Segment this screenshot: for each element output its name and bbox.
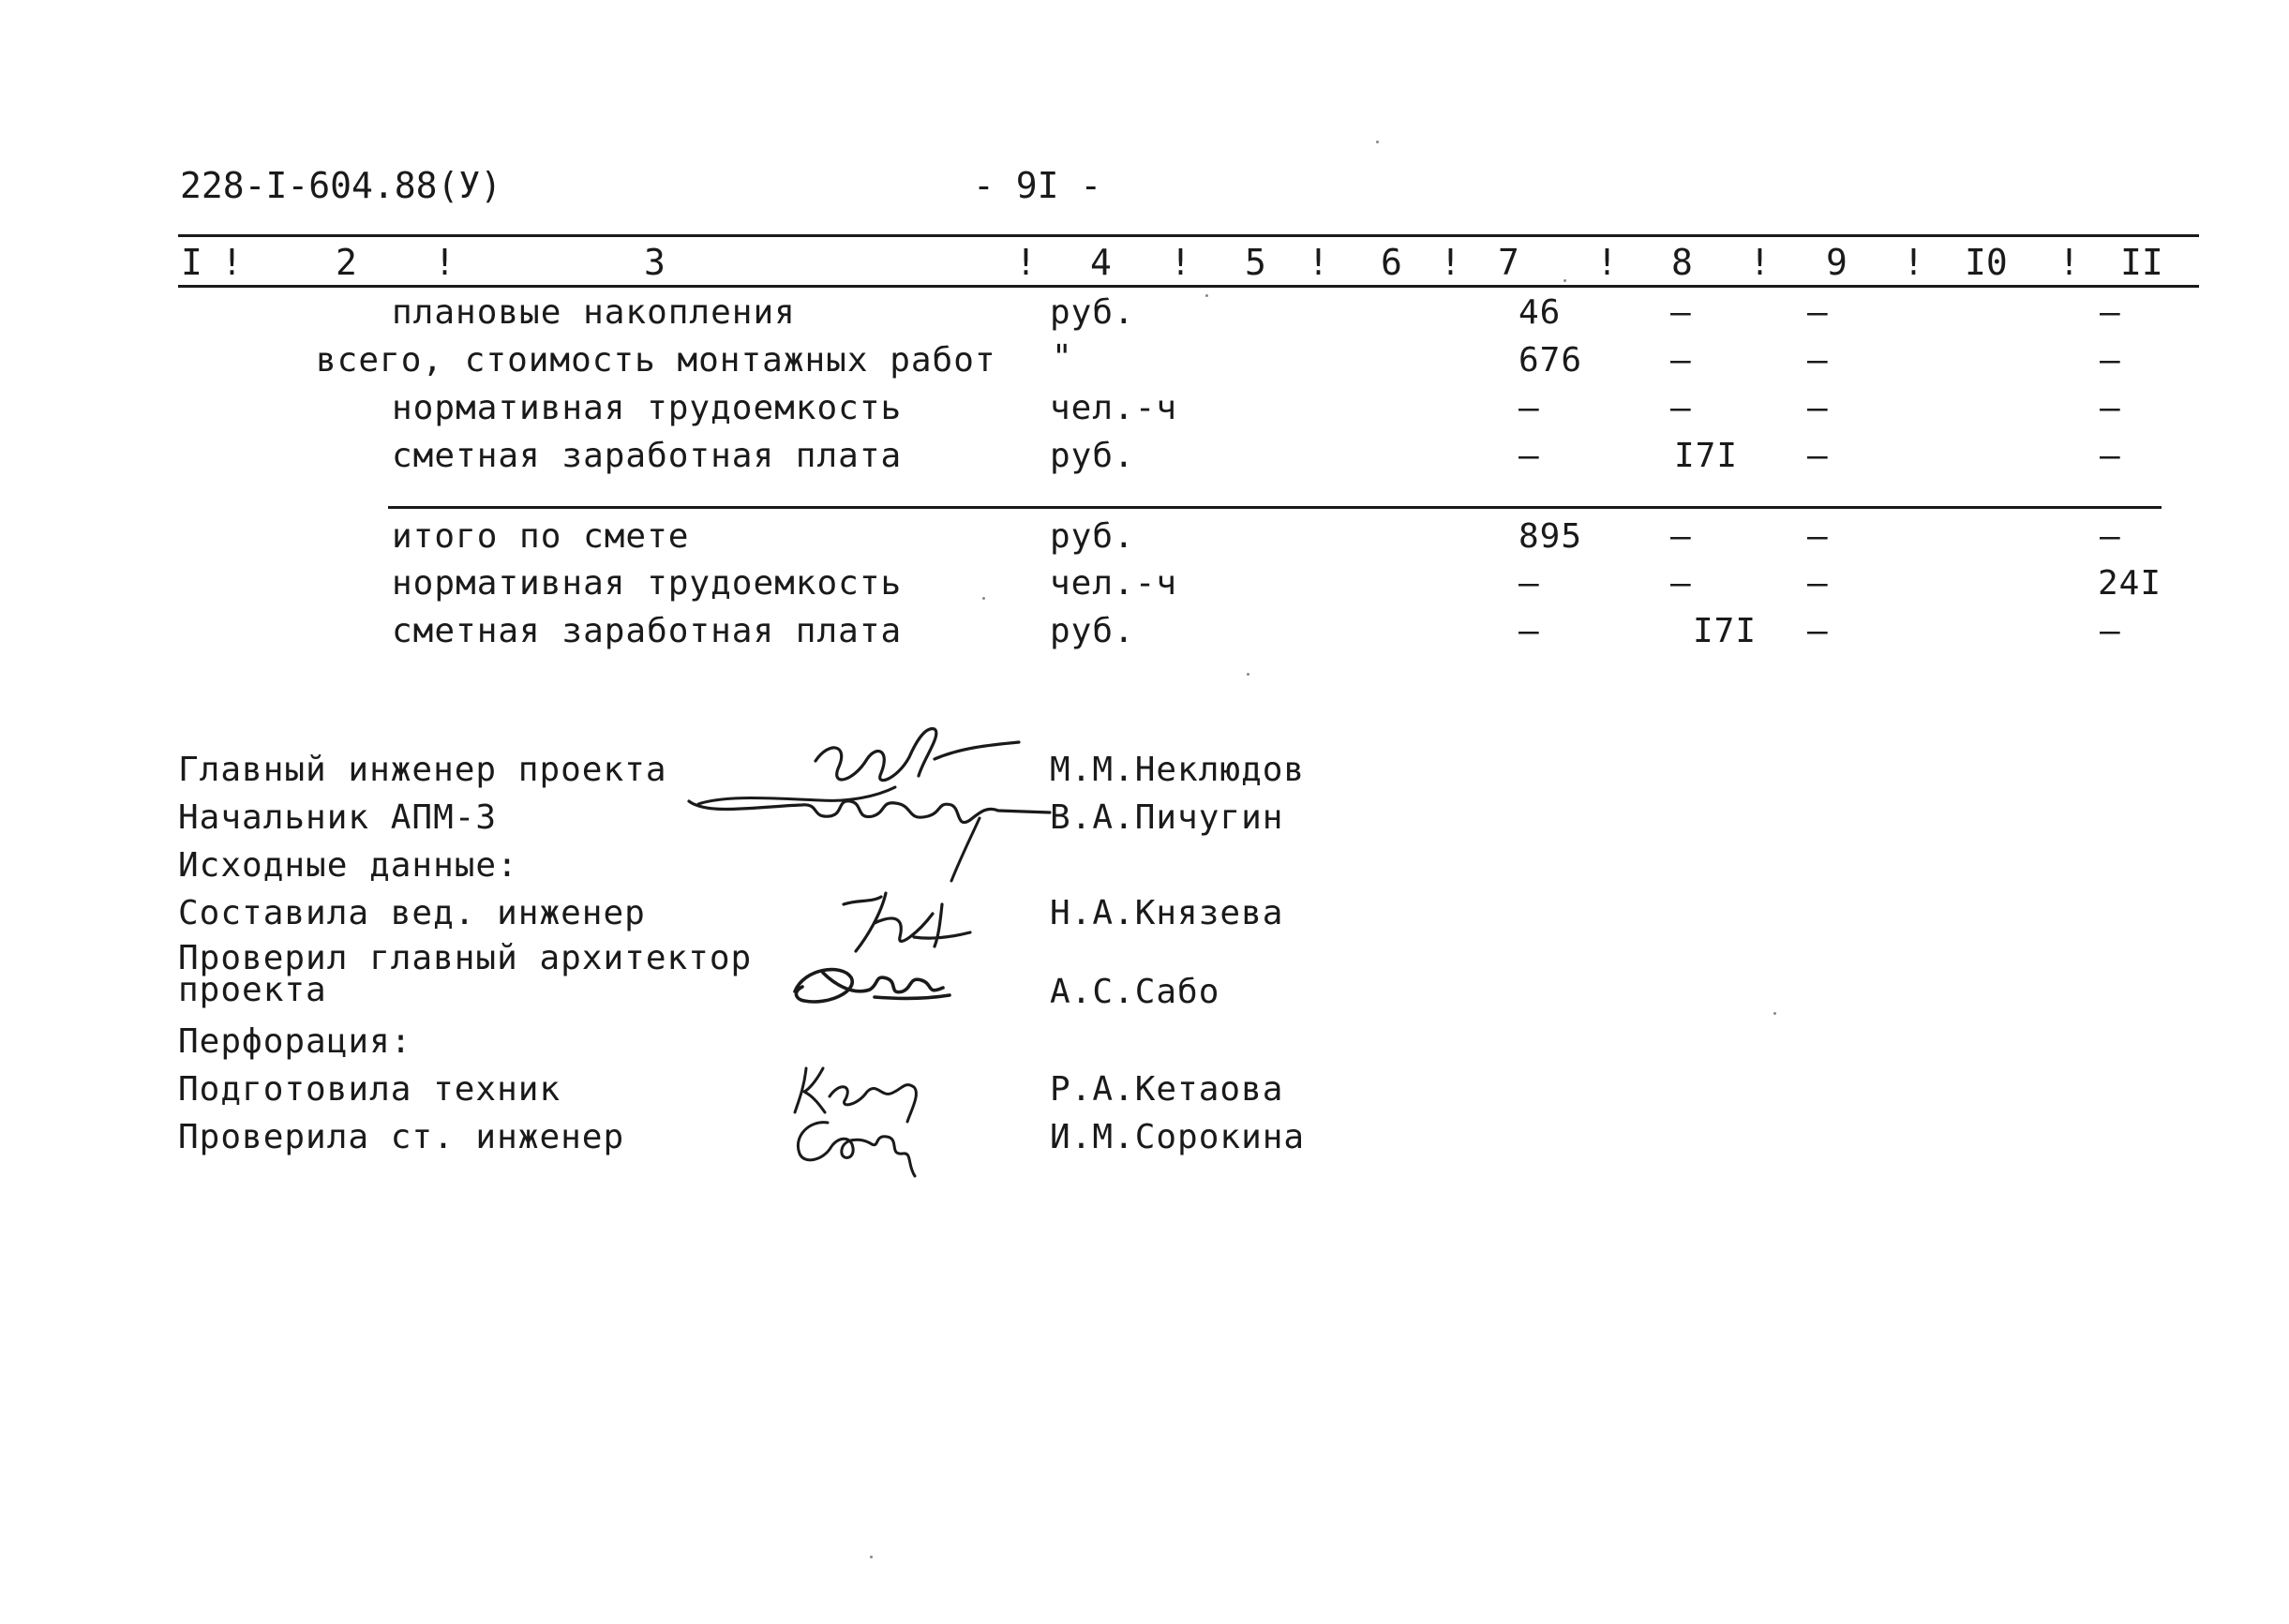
item-name: сметная заработная плата	[392, 437, 903, 475]
column-separator: !	[434, 242, 456, 283]
signer-name: Н.А.Князева	[1050, 894, 1284, 932]
item-unit: "	[1052, 338, 1073, 377]
signer-name: М.М.Неклюдов	[1050, 751, 1306, 789]
column-separator: !	[1903, 242, 1924, 283]
scan-speck	[870, 1556, 873, 1558]
cell-col-9: –	[1807, 341, 1829, 380]
column-header-10: I0	[1965, 242, 2008, 283]
column-separator: !	[1596, 242, 1618, 283]
table-top-rule	[178, 234, 2199, 237]
column-header-2: 2	[336, 242, 357, 283]
cell-col-11: –	[2100, 293, 2121, 332]
cell-col-8: I7I	[1693, 612, 1758, 650]
section-label: Исходные данные:	[178, 846, 518, 885]
signer-role: Составила вед. инженер	[178, 894, 646, 932]
handwritten-signature-chief-architect	[785, 954, 954, 1020]
scan-speck	[982, 597, 985, 600]
cell-col-9: –	[1807, 564, 1829, 603]
column-header-8: 8	[1671, 242, 1693, 283]
cell-col-11: –	[2100, 517, 2121, 556]
item-unit: руб.	[1050, 517, 1135, 556]
column-header-5: 5	[1245, 242, 1266, 283]
cell-col-11: 24I	[2098, 564, 2162, 603]
cell-col-7: –	[1519, 564, 1540, 603]
signer-role: Проверила ст. инженер	[178, 1118, 625, 1156]
cell-col-11: –	[2100, 437, 2121, 475]
column-header-1: I	[181, 242, 202, 283]
document-code: 228-I-604.88(У)	[180, 165, 502, 206]
item-name: плановые накопления	[392, 293, 796, 332]
cell-col-9: –	[1807, 389, 1829, 427]
subtotal-rule	[388, 506, 2162, 509]
item-name: нормативная трудоемкость	[392, 389, 903, 427]
item-name: итого по смете	[392, 517, 690, 556]
signer-name: А.С.Сабо	[1050, 973, 1220, 1011]
cell-col-9: –	[1807, 293, 1829, 332]
cell-col-7: 895	[1519, 517, 1583, 556]
table-header-rule	[178, 285, 2199, 288]
cell-col-9: –	[1807, 517, 1829, 556]
scan-speck	[1773, 1012, 1776, 1015]
scan-speck	[1247, 673, 1249, 676]
column-header-7: 7	[1498, 242, 1519, 283]
signer-role: Главный инженер проекта	[178, 751, 667, 789]
cell-col-8: –	[1670, 293, 1692, 332]
column-header-4: 4	[1090, 242, 1112, 283]
handwritten-signature-apm-head	[689, 792, 1055, 895]
item-name: сметная заработная плата	[392, 612, 903, 650]
column-separator: !	[221, 242, 243, 283]
signer-name: В.А.Пичугин	[1050, 798, 1284, 837]
column-separator: !	[1440, 242, 1461, 283]
column-header-3: 3	[644, 242, 666, 283]
item-unit: чел.-ч	[1050, 389, 1178, 427]
signer-role: Начальник АПМ-3	[178, 798, 498, 837]
cell-col-8: –	[1670, 517, 1692, 556]
handwritten-signature-senior-engineer	[785, 1109, 935, 1184]
signer-role: Подготовила техник	[178, 1070, 561, 1109]
signer-role: Проверил главный архитектор	[178, 939, 753, 977]
column-separator: !	[2058, 242, 2080, 283]
section-label: Перфорация:	[178, 1022, 412, 1061]
cell-col-9: –	[1807, 612, 1829, 650]
column-separator: !	[1170, 242, 1191, 283]
column-header-6: 6	[1381, 242, 1402, 283]
item-unit: руб.	[1050, 612, 1135, 650]
cell-col-8: –	[1670, 389, 1692, 427]
cell-col-9: –	[1807, 437, 1829, 475]
cell-col-8: –	[1670, 341, 1692, 380]
cell-col-7: 46	[1519, 293, 1562, 332]
scan-speck	[1376, 141, 1379, 143]
page-number: - 9I -	[973, 165, 1102, 206]
item-unit: руб.	[1050, 437, 1135, 475]
item-unit: чел.-ч	[1050, 564, 1178, 603]
cell-col-11: –	[2100, 389, 2121, 427]
item-name: всего, стоимость монтажных работ	[316, 341, 996, 380]
signer-role-continued: проекта	[178, 971, 327, 1009]
item-name: нормативная трудоемкость	[392, 564, 903, 603]
cell-col-7: –	[1519, 437, 1540, 475]
column-separator: !	[1015, 242, 1037, 283]
column-header-9: 9	[1826, 242, 1848, 283]
scan-speck	[1205, 294, 1208, 297]
scan-speck	[1563, 279, 1566, 282]
cell-col-7: –	[1519, 389, 1540, 427]
cell-col-8: –	[1670, 564, 1692, 603]
cell-col-11: –	[2100, 612, 2121, 650]
signer-name: И.М.Сорокина	[1050, 1118, 1306, 1156]
cell-col-7: 676	[1519, 341, 1583, 380]
column-header-11: II	[2120, 242, 2163, 283]
cell-col-8: I7I	[1674, 437, 1739, 475]
column-separator: !	[1308, 242, 1329, 283]
cell-col-7: –	[1519, 612, 1540, 650]
column-separator: !	[1749, 242, 1771, 283]
signer-name: Р.А.Кетаова	[1050, 1070, 1284, 1109]
cell-col-11: –	[2100, 341, 2121, 380]
item-unit: руб.	[1050, 293, 1135, 332]
